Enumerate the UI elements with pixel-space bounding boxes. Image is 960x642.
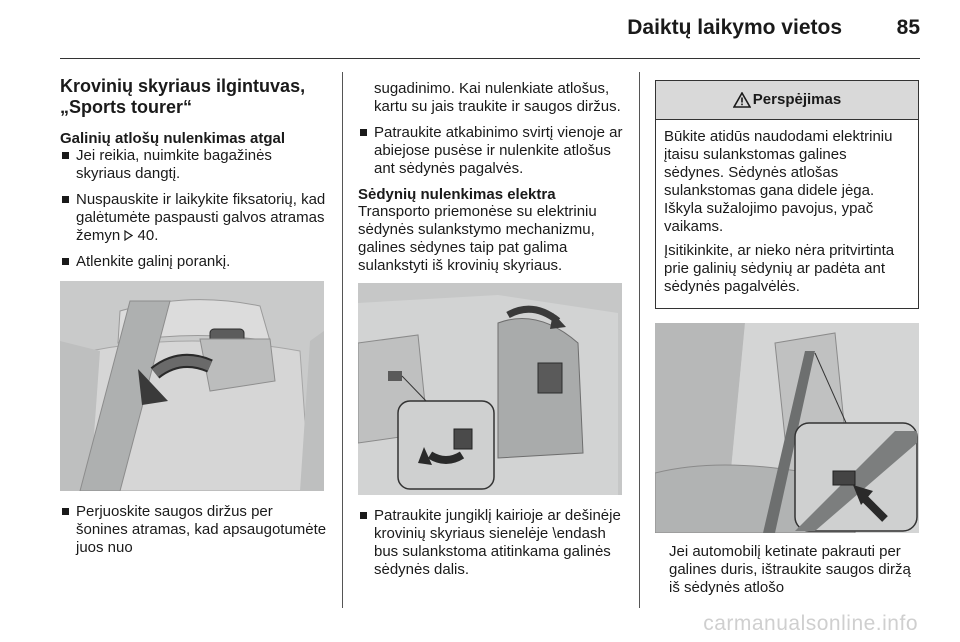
- section-heading-line1: Krovinių skyriaus ilgintuvas,: [60, 76, 306, 96]
- list-item: Nuspauskite ir laikykite fiksatorių, kad galėtumėte paspausti galvos atramas žemyn 40.: [60, 191, 328, 245]
- section-heading-line2: „Sports tourer“: [60, 97, 193, 117]
- header-title: Daiktų laikymo vietos: [627, 16, 842, 39]
- paragraph-electric-fold: Transporto priemonėse su elektriniu sėdynės sulankstymo mechanizmu, galines sėdynes taip pat galima sulankstyti iš krovinių skyriaus.: [358, 203, 597, 274]
- column-2: [358, 80, 624, 587]
- subheading-fold-back: Galinių atlošų nulenkimas atgal: [60, 130, 286, 147]
- illustration-cargo-switch: [358, 283, 622, 495]
- page-number: 85: [896, 16, 920, 39]
- warning-paragraph-1: Būkite atidūs naudodami elektriniu įtaisu sulankstomas galines sėdynes. Sėdynės atlošas sulankstomas gana didele jėga. Iškyla sužalojimo pavojus, ypač vaikams.: [664, 128, 893, 235]
- list-item: Jei reikia, nuimkite bagažinės skyriaus dangtį.: [60, 147, 328, 183]
- warning-paragraph-2: Įsitikinkite, ar nieko nėra pritvirtinta prie galinių sėdynių ar padėta ant sėdynės pagalvėlės.: [664, 242, 895, 295]
- list-item: Patraukite jungiklį kairioje ar dešinėje krovinių skyriaus sienelėje \endash bus sulankstoma atitinkama galinės sėdynės dalis.: [358, 507, 624, 579]
- continuation-text: sugadinimo. Kai nulenkiate atlošus, kartu su jais traukite ir saugos diržus.: [374, 80, 621, 115]
- header-rule: [60, 58, 920, 59]
- warning-header: [656, 81, 918, 120]
- figure-head-restraint-belt: [60, 281, 324, 491]
- triangle-reference-icon: [124, 230, 133, 241]
- warning-body: [656, 120, 918, 308]
- column-3: [655, 80, 919, 597]
- list-item: Perjuoskite saugos diržus per šonines atramas, kad apsaugotumėte juos nuo: [60, 503, 328, 557]
- warning-box: [655, 80, 919, 309]
- figure-cargo-switch: [358, 283, 622, 495]
- illustration-head-restraint: [60, 281, 324, 491]
- column-divider-2: [639, 72, 640, 608]
- watermark: carmanualsonline.info: [703, 612, 918, 635]
- column-divider-1: [342, 72, 343, 608]
- figure-caption: Jei automobilį ketinate pakrauti per galines duris, ištraukite saugos diržą iš sėdynės atlošo: [669, 543, 911, 596]
- bullet-list-fold-back: [60, 147, 328, 271]
- illustration-belt-tailgate: [655, 323, 919, 533]
- column-1: [60, 76, 328, 565]
- warning-title: Perspėjimas: [752, 91, 842, 108]
- bullet-list-belts: [60, 503, 328, 557]
- bullet-list-release: [358, 124, 624, 178]
- list-item: Patraukite atkabinimo svirtį vienoje ar abiejose pusėse ir nulenkite atlošus ant sėdynės pagalvės.: [358, 124, 624, 178]
- page-reference: 40.: [137, 227, 159, 244]
- section-heading: [60, 76, 328, 118]
- bullet-list-switch: [358, 507, 624, 579]
- list-item: Atlenkite galinį porankį.: [60, 253, 328, 271]
- figure-belt-tailgate: [655, 323, 919, 533]
- subheading-electric-fold: Sėdynių nulenkimas elektra: [358, 186, 556, 203]
- warning-triangle-icon: [733, 92, 751, 108]
